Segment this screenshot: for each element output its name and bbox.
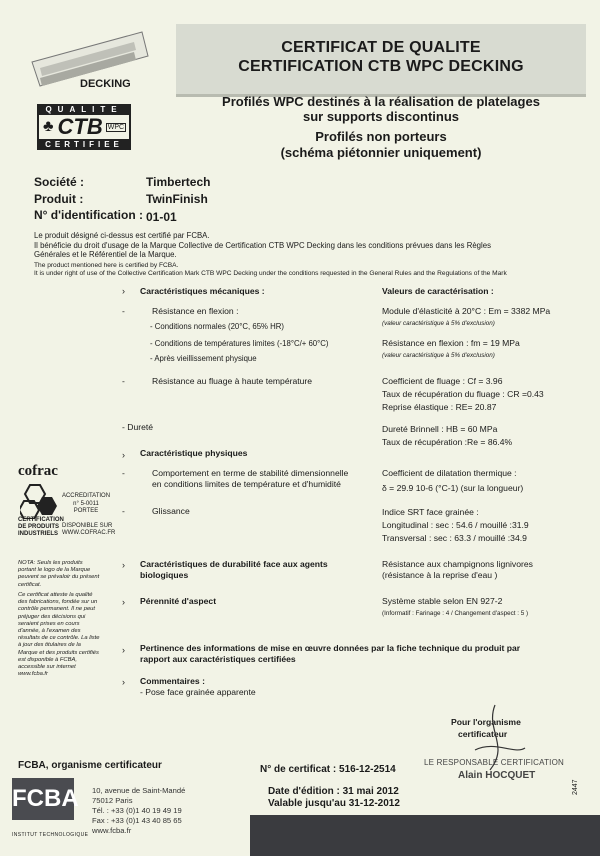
- side-number: 2447: [572, 779, 579, 795]
- cofrac-dispo: DISPONIBLE SUR: [62, 523, 113, 529]
- cofrac-num: n° 5-0011: [73, 500, 99, 507]
- date-edition: Date d'édition : 31 mai 2012: [268, 786, 399, 797]
- fcba-logo-text: FCBA: [12, 785, 79, 812]
- gliss: Glissance: [152, 506, 190, 516]
- champ-2: (résistance à la reprise d'eau ): [382, 570, 498, 580]
- fcba-addr1: 10, avenue de Saint-Mandé: [92, 786, 186, 795]
- fcba-institut: INSTITUT TECHNOLOGIQUE: [12, 832, 89, 838]
- signature-stamp: LE RESPONSABLE CERTIFICATION: [424, 758, 565, 767]
- title-line2: CERTIFICATION CTB WPC DECKING: [238, 58, 524, 75]
- ctb-text: CTB: [57, 114, 103, 139]
- cofrac-cert1: CERTIFICATION: [18, 517, 64, 523]
- informatif: (Informatif : Farinage : 4 / Changement d'aspect : 5 ): [382, 610, 529, 617]
- phys-title: Caractéristique physiques: [140, 448, 248, 458]
- taux-recup-2: Taux de récupération :Re = 86.4%: [382, 437, 513, 447]
- module-value: Module d'élasticité à 20°C : Em = 3382 MPa: [382, 306, 551, 316]
- tree-icon: ♣: [43, 118, 54, 135]
- id-value: 01-01: [146, 210, 177, 224]
- cofrac-cert2: DE PRODUITS: [18, 524, 60, 530]
- fcba-web: www.fcba.fr: [92, 826, 132, 835]
- bullet-icon: ›: [122, 450, 125, 460]
- fcba-fax: Fax : +33 (0)1 43 40 85 65: [92, 816, 182, 825]
- subtitle-4: (schéma piétonnier uniquement): [280, 145, 482, 160]
- coef-fluage: Coefficient de fluage : Cf = 3.96: [382, 376, 503, 386]
- valable: Valable jusqu'au 31-12-2012: [268, 798, 400, 809]
- bullet-icon: ›: [122, 286, 125, 296]
- cofrac-portee: PORTEE: [73, 508, 99, 514]
- vieil: - Après vieillissement physique: [150, 354, 257, 363]
- stab-1: Comportement en terme de stabilité dimensionnelle: [152, 468, 349, 478]
- qualite-band: QUALITE: [37, 104, 131, 115]
- pose: - Pose face grainée apparente: [140, 687, 256, 697]
- dash-4: -: [122, 506, 125, 516]
- bullet-icon: ›: [122, 677, 125, 687]
- transversal: Transversal : sec : 63.3 / mouillé :34.9: [382, 533, 527, 543]
- pour-2: certificateur: [458, 729, 508, 739]
- taux-recup: Taux de récupération du fluage : CR =0.43: [382, 389, 544, 399]
- bullet-icon: ›: [122, 645, 125, 655]
- subtitle-1: Profilés WPC destinés à la réalisation de platelages: [222, 94, 540, 109]
- title-line1: CERTIFICAT DE QUALITE: [281, 39, 481, 56]
- pert-2: rapport aux caractéristiques certifiées: [140, 654, 296, 664]
- certifiee-band: CERTIFIEE: [37, 139, 131, 150]
- ctb-logo: [37, 104, 131, 150]
- dilat-value: δ = 29.9 10-6 (°C-1) (sur la longueur): [382, 483, 524, 493]
- intro-l3: Générales et le Référentiel de la Marque.: [34, 250, 177, 259]
- signature-name: Alain HOCQUET: [458, 770, 536, 781]
- stab-2: en conditions limites de température et d'humidité: [152, 479, 341, 489]
- cond-lim: - Conditions de températures limites (-18°C/+ 60°C): [150, 339, 329, 348]
- cond-norm: - Conditions normales (20°C, 65% HR): [150, 322, 284, 331]
- srt: Indice SRT face grainée :: [382, 507, 479, 517]
- res-flex-value: Résistance en flexion : fm = 19 MPa: [382, 338, 520, 348]
- valeurs-title: Valeurs de caractérisation :: [382, 286, 494, 296]
- fcba-logo: [12, 778, 79, 820]
- durete-label: - Dureté: [122, 422, 154, 432]
- societe-label: Société :: [34, 175, 85, 189]
- bullet-icon: ›: [122, 560, 125, 570]
- produit-label: Produit :: [34, 192, 84, 206]
- intro-l2: Il bénéficie du droit d'usage de la Marque Collective de Certification CTB WPC Decking dans les conditions prévues dans les Règles: [34, 240, 491, 250]
- intro-l1: Le produit désigné ci-dessus est certifié par FCBA.: [34, 231, 210, 240]
- societe-value: Timbertech: [146, 175, 211, 189]
- cofrac-site: WWW.COFRAC.FR: [62, 530, 116, 536]
- val-car-1: (valeur caractéristique à 5% d'exclusion): [382, 320, 495, 327]
- cofrac-accr: ACCREDITATION: [61, 493, 111, 499]
- fcba-tel: Tél. : +33 (0)1 40 19 49 19: [92, 806, 182, 815]
- systeme: Système stable selon EN 927-2: [382, 596, 503, 606]
- intro-l5: It is under right of use of the Collective Certification Mark CTB WPC Decking under the conditions requested in the General Rules and the Regulations of the Mark: [34, 269, 507, 277]
- produit-value: TwinFinish: [146, 192, 208, 206]
- dur-2: biologiques: [140, 570, 189, 580]
- cert-number: N° de certificat : 516-12-2514: [260, 764, 396, 775]
- fluage-label: Résistance au fluage à haute température: [152, 376, 313, 386]
- dur-1: Caractéristiques de durabilité face aux agents: [140, 559, 328, 569]
- dilat: Coefficient de dilatation thermique :: [382, 468, 517, 478]
- val-car-2: (valeur caractéristique à 5% d'exclusion): [382, 352, 495, 359]
- intro: [34, 231, 584, 278]
- ce-note: Ce certificat atteste la qualité des fabrications, fondée sur un contrôle permanent. Il ne peut préjuger des décisions qui seraient prises en cours d'année, à l'examen des résultats de ce contrôle. La liste à jour des titulaires de la Marque et des produits certifiés est disponible à FCBA, accessible sur internet www.fcba.fr: [18, 592, 100, 678]
- fcba-addr2: 75012 Paris: [92, 796, 133, 805]
- header-box: [176, 24, 586, 97]
- subtitle-3: Profilés non porteurs: [315, 129, 447, 144]
- nota-note: NOTA: Seuls les produits portant le logo de la Marque peuvent se prévaloir du présent certificat.: [18, 560, 100, 588]
- perenn: Pérennité d'aspect: [140, 596, 217, 606]
- flexion-label: Résistance en flexion :: [152, 306, 239, 316]
- cofrac-hex-icon: [20, 483, 60, 519]
- wpc-text: WPC: [107, 123, 125, 131]
- signature-scribble: [455, 700, 535, 780]
- reprise: Reprise élastique : RE= 20.87: [382, 402, 497, 412]
- intro-l4: The product mentioned here is certified by FCBA.: [34, 261, 179, 269]
- cofrac-logo: [18, 463, 118, 537]
- brinell: Dureté Brinnell : HB = 60 MPa: [382, 424, 498, 434]
- dash-3: -: [122, 468, 125, 478]
- id-label: N° d'identification :: [34, 208, 143, 222]
- longitudinal: Longitudinal : sec : 54.6 / mouillé :31.9: [382, 520, 529, 530]
- comm: Commentaires :: [140, 676, 205, 686]
- fcba-org: FCBA, organisme certificateur: [18, 760, 162, 771]
- decking-label: DECKING: [80, 78, 131, 90]
- dash-2: -: [122, 376, 125, 386]
- pert-1: Pertinence des informations de mise en œuvre données par la fiche technique du produit par: [140, 643, 521, 653]
- dash-1: -: [122, 306, 125, 316]
- bullet-icon: ›: [122, 597, 125, 607]
- champ-1: Résistance aux champignons lignivores: [382, 559, 533, 569]
- cofrac-cert3: INDUSTRIELS: [18, 531, 59, 537]
- meca-title: Caractéristiques mécaniques :: [140, 286, 265, 296]
- subtitle-2: sur supports discontinus: [302, 109, 459, 124]
- cofrac-name: cofrac: [18, 463, 58, 479]
- pour-1: Pour l'organisme: [451, 717, 521, 727]
